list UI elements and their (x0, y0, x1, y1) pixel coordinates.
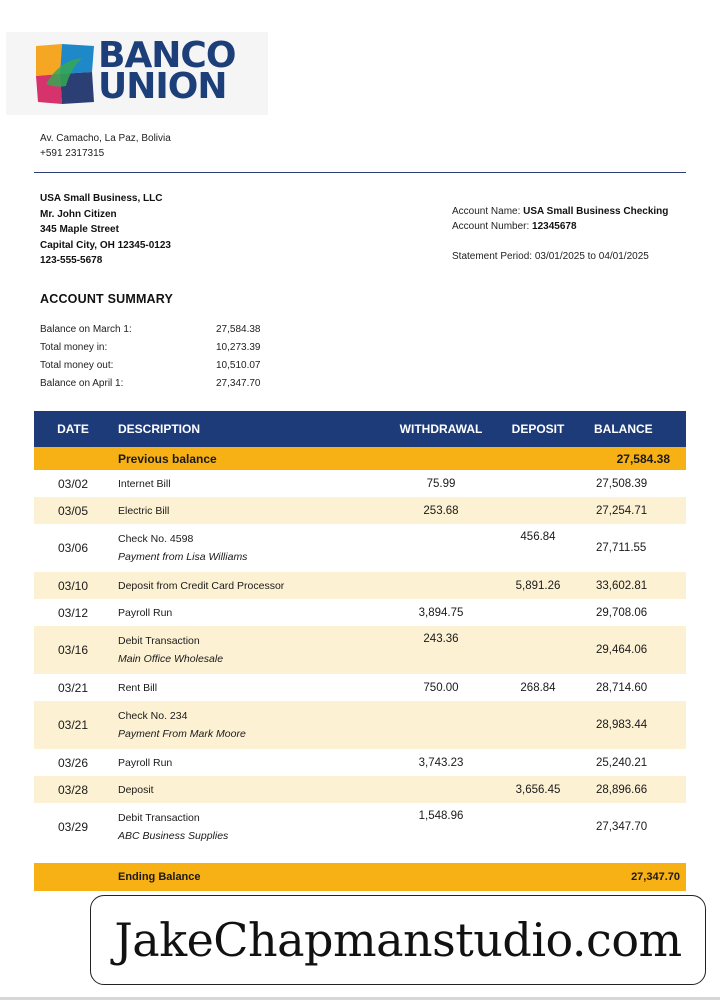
txn-balance: 25,240.21 (596, 756, 648, 769)
statement-period-value: 03/01/2025 to 04/01/2025 (534, 251, 649, 262)
previous-balance-value: 27,584.38 (580, 447, 686, 470)
txn-deposit: 5,891.26 (496, 572, 580, 599)
summary-row (40, 375, 276, 393)
txn-date: 03/05 (34, 497, 112, 524)
txn-description-main: Deposit (118, 783, 154, 796)
table-row (34, 749, 686, 776)
txn-description (112, 572, 386, 599)
customer-city: Capital City, OH 12345-0123 (40, 239, 171, 251)
txn-deposit: 456.84 (520, 531, 556, 543)
table-row (34, 470, 686, 497)
txn-deposit (496, 599, 580, 626)
ending-balance-row (34, 863, 686, 891)
txn-balance: 29,464.06 (580, 626, 686, 674)
customer-name: USA Small Business, LLC (40, 193, 163, 204)
header-withdrawal: WITHDRAWAL (386, 411, 496, 447)
txn-withdrawal: 750.00 (423, 681, 459, 694)
transactions-table (34, 411, 686, 891)
txn-deposit (496, 803, 580, 851)
txn-description (112, 626, 386, 674)
table-row (34, 674, 686, 701)
summary-row (40, 321, 276, 339)
txn-withdrawal: 75.99 (426, 477, 456, 490)
txn-date: 03/10 (34, 572, 112, 599)
txn-withdrawal: 3,743.23 (418, 756, 464, 769)
summary-row (40, 357, 276, 375)
summary-value: 10,273.39 (216, 342, 261, 353)
txn-deposit (496, 470, 580, 497)
txn-description (112, 749, 386, 776)
account-number-label: Account Number: (452, 221, 530, 232)
summary-label: Total money out: (40, 360, 114, 371)
txn-description-main: Deposit from Credit Card Processor (118, 579, 285, 592)
table-header-row (34, 411, 686, 447)
header-balance: BALANCE (580, 411, 686, 447)
table-row (34, 701, 686, 749)
txn-description-sub: Main Office Wholesale (118, 653, 224, 665)
bank-logo-text (98, 35, 236, 107)
txn-deposit (496, 749, 580, 776)
header-deposit: DEPOSIT (496, 411, 580, 447)
table-row (34, 626, 686, 674)
account-summary-title: ACCOUNT SUMMARY (40, 292, 174, 306)
txn-description (112, 470, 386, 497)
txn-date: 03/21 (34, 701, 112, 749)
account-number-line (452, 219, 668, 234)
txn-description-main: Internet Bill (118, 477, 171, 490)
customer-street: 345 Maple Street (40, 224, 119, 235)
txn-description-sub: Payment from Lisa Williams (118, 551, 248, 563)
txn-balance: 28,896.66 (580, 776, 686, 803)
txn-date: 03/06 (57, 541, 89, 555)
txn-balance: 27,347.70 (596, 821, 648, 833)
txn-description-sub: Payment From Mark Moore (118, 728, 246, 740)
txn-description (112, 497, 386, 524)
txn-balance: 29,708.06 (596, 606, 648, 619)
txn-withdrawal (386, 776, 496, 803)
statement-period-line (452, 249, 668, 264)
txn-description-main: Check No. 4598 (118, 533, 194, 545)
txn-description-main: Check No. 234 (118, 710, 188, 722)
account-name-label: Account Name: (452, 206, 521, 217)
table-row (34, 572, 686, 599)
txn-date: 03/21 (57, 680, 89, 695)
txn-withdrawal: 1,548.96 (418, 810, 464, 822)
txn-description-main: Payroll Run (118, 606, 173, 619)
summary-label: Total money in: (40, 342, 108, 353)
previous-balance-row (34, 447, 686, 470)
txn-withdrawal (386, 524, 496, 572)
table-row (34, 803, 686, 851)
summary-value: 27,347.70 (216, 378, 261, 389)
txn-date: 03/02 (57, 476, 89, 491)
watermark-text: JakeChapmanstudio.com (114, 913, 682, 967)
bank-phone: +591 2317315 (40, 148, 105, 159)
txn-description (112, 776, 386, 803)
txn-description-main: Electric Bill (118, 504, 170, 517)
summary-value: 27,584.38 (216, 324, 261, 335)
txn-balance: 27,711.55 (596, 542, 647, 554)
txn-description (112, 701, 386, 749)
txn-date: 03/28 (34, 776, 112, 803)
banco-union-logo-icon (36, 44, 94, 104)
txn-description-main: Debit Transaction (118, 635, 200, 647)
txn-balance: 27,254.71 (580, 497, 686, 524)
ending-balance-value: 27,347.70 (580, 863, 686, 891)
txn-description (112, 803, 386, 851)
watermark-banner (90, 895, 706, 985)
table-row (34, 497, 686, 524)
txn-balance: 27,508.39 (596, 477, 648, 490)
statement-period-label: Statement Period: (452, 251, 533, 262)
txn-balance: 28,714.60 (596, 681, 648, 694)
txn-description-main: Debit Transaction (118, 812, 200, 824)
txn-description (112, 599, 386, 626)
txn-description-main: Rent Bill (118, 681, 158, 694)
summary-label: Balance on March 1: (40, 324, 132, 335)
table-row (34, 599, 686, 626)
account-number-value: 12345678 (532, 221, 577, 232)
account-name-line (452, 204, 668, 219)
txn-date: 03/12 (57, 605, 89, 620)
logo-line-2: UNION (98, 66, 227, 107)
summary-row (40, 339, 276, 357)
account-name-value: USA Small Business Checking (523, 206, 669, 217)
txn-description (112, 524, 386, 572)
customer-address-block (40, 191, 171, 269)
txn-deposit (496, 701, 580, 749)
txn-description-main: Payroll Run (118, 756, 173, 769)
summary-label: Balance on April 1: (40, 378, 124, 389)
bank-street: Av. Camacho, La Paz, Bolivia (40, 133, 171, 144)
customer-contact: Mr. John Citizen (40, 208, 117, 220)
txn-withdrawal: 243.36 (386, 626, 496, 674)
summary-value: 10,510.07 (216, 360, 261, 371)
bank-address (40, 131, 171, 161)
table-spacer (34, 851, 686, 863)
txn-deposit (496, 497, 580, 524)
customer-phone: 123-555-5678 (40, 255, 103, 266)
bank-logo (6, 32, 268, 115)
txn-description (112, 674, 386, 701)
txn-deposit: 3,656.45 (496, 776, 580, 803)
txn-withdrawal (386, 572, 496, 599)
header-description: DESCRIPTION (112, 411, 386, 447)
txn-balance: 28,983.44 (580, 701, 686, 749)
previous-balance-label: Previous balance (112, 447, 386, 470)
txn-description-sub: ABC Business Supplies (118, 830, 229, 842)
txn-deposit: 268.84 (520, 681, 556, 694)
account-summary (40, 321, 276, 393)
txn-date: 03/16 (34, 626, 112, 674)
logo-line-1: BANCO (98, 35, 236, 76)
txn-balance: 33,602.81 (580, 572, 686, 599)
table-row (34, 776, 686, 803)
txn-date: 03/29 (57, 820, 89, 834)
txn-withdrawal (386, 701, 496, 749)
txn-deposit (496, 626, 580, 674)
ending-balance-label: Ending Balance (112, 863, 386, 891)
account-info (452, 204, 668, 264)
txn-withdrawal: 3,894.75 (418, 606, 464, 619)
header-date: DATE (34, 411, 112, 447)
table-row (34, 524, 686, 572)
header-divider (34, 172, 686, 173)
txn-date: 03/26 (57, 755, 89, 770)
txn-withdrawal: 253.68 (386, 497, 496, 524)
